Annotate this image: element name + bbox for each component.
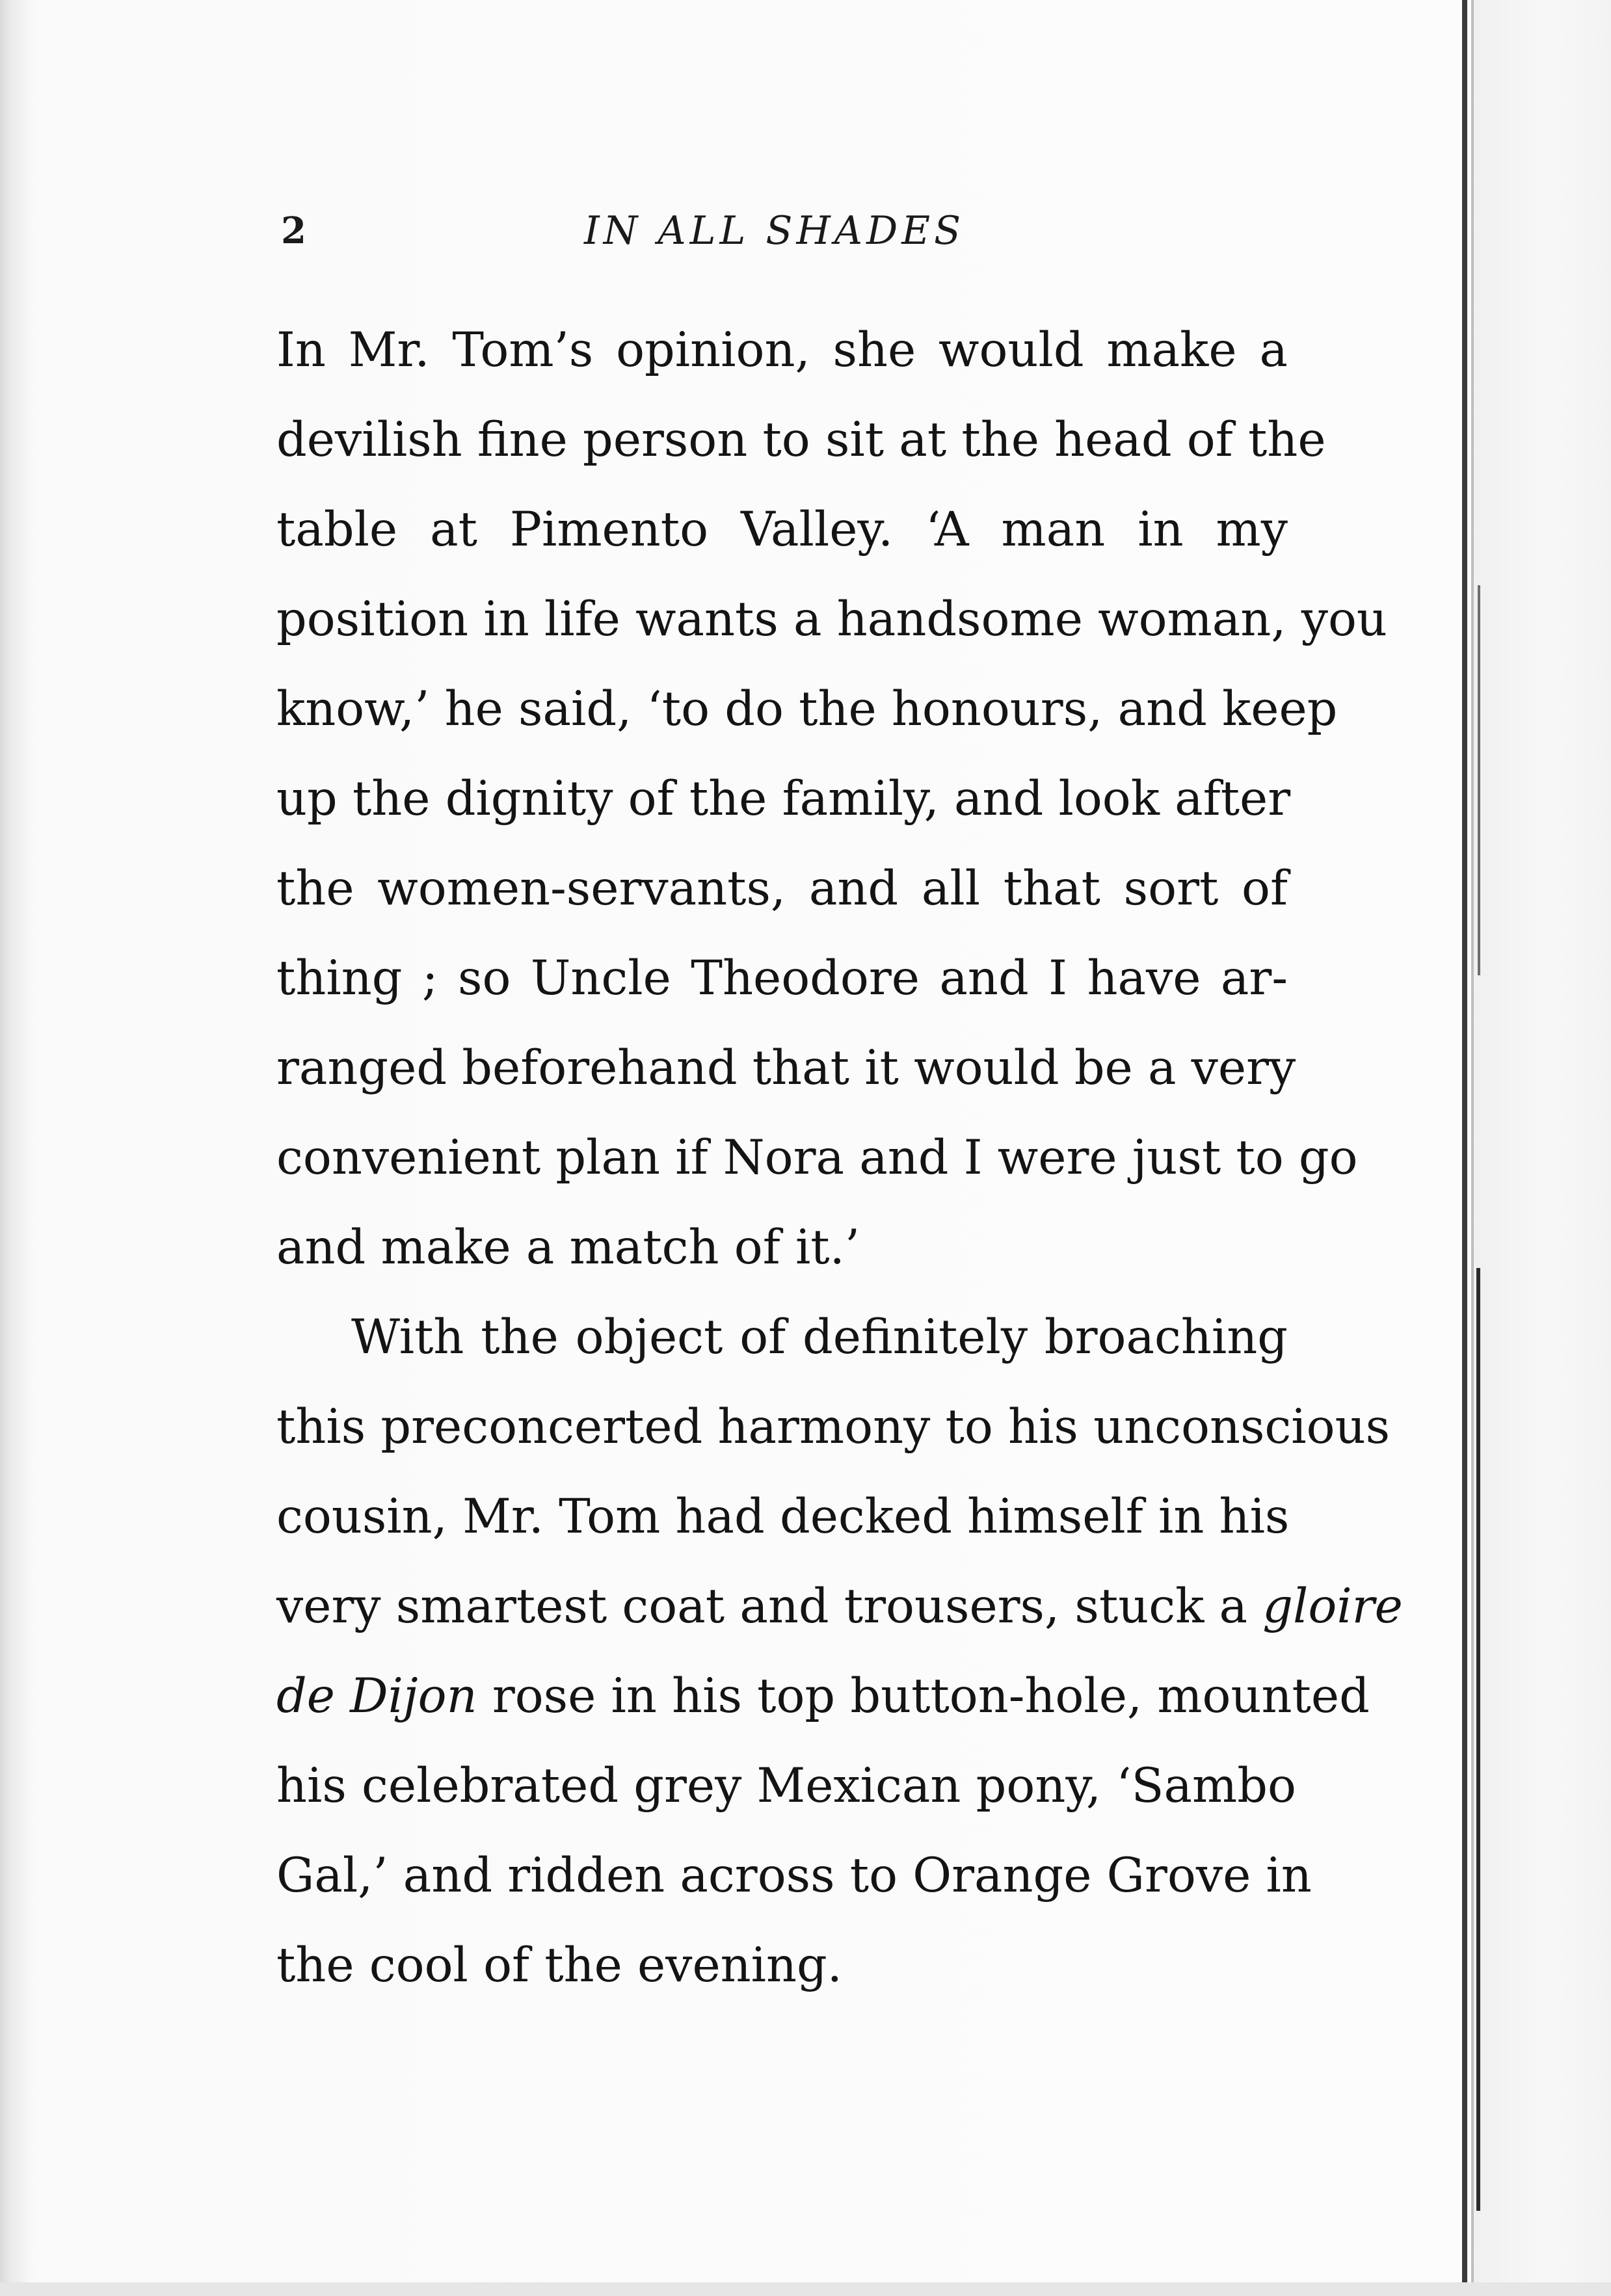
adjacent-page-edge-lower	[1476, 1268, 1480, 2211]
text-line: Gal,’ and ridden across to Orange Grove in	[276, 1848, 1312, 1903]
adjacent-page-edge-upper	[1478, 585, 1480, 975]
gutter-shadow	[0, 0, 31, 2296]
text-line: up the dignity of the family, and look after	[276, 771, 1291, 826]
text-line-mixed	[276, 1652, 1370, 1741]
text-line: With the object of definitely broaching	[351, 1310, 1288, 1365]
scan-bottom-band	[0, 2282, 1611, 2296]
body-text	[276, 306, 1403, 2011]
text-line: the women-servants, and all that sort of	[276, 861, 1288, 916]
line-roman-segment: very smartest coat and trousers, stuck a	[276, 1579, 1263, 1634]
text-line: know,’ he said, ‘to do the honours, and keep	[276, 681, 1338, 737]
line-italic-segment: de Dijon	[276, 1669, 477, 1724]
line-italic-segment: gloire	[1262, 1579, 1403, 1634]
paragraph-1	[276, 306, 1387, 1293]
text-line: this preconcerted harmony to his unconscious	[276, 1399, 1391, 1455]
line-roman-segment: rose in his top button-hole, mounted	[477, 1669, 1370, 1724]
paragraph-2	[276, 1293, 1403, 2011]
text-line: and make a match of it.’	[276, 1220, 860, 1275]
text-line: his celebrated grey Mexican pony, ‘Sambo	[276, 1758, 1296, 1814]
adjacent-page-strip	[1474, 0, 1611, 2296]
text-line: In Mr. Tom’s opinion, she would make a	[276, 323, 1288, 378]
text-line-mixed	[276, 1562, 1403, 1652]
text-line: table at Pimento Valley. ‘A man in my	[276, 502, 1288, 557]
text-line: convenient plan if Nora and I were just to go	[276, 1130, 1358, 1185]
text-line: thing ; so Uncle Theodore and I have ar-	[276, 951, 1288, 1006]
running-title: IN ALL SHADES	[584, 208, 965, 254]
running-head	[272, 198, 1078, 263]
text-line: position in life wants a handsome woman, you	[276, 592, 1387, 647]
text-line: the cool of the evening.	[276, 1938, 842, 1993]
text-line: cousin, Mr. Tom had decked himself in his	[276, 1489, 1290, 1544]
page-edge-line	[1462, 0, 1467, 2296]
text-line: devilish fine person to sit at the head of the	[276, 412, 1326, 468]
text-line: ranged beforehand that it would be a very	[276, 1040, 1296, 1096]
page-number: 2	[281, 209, 306, 252]
